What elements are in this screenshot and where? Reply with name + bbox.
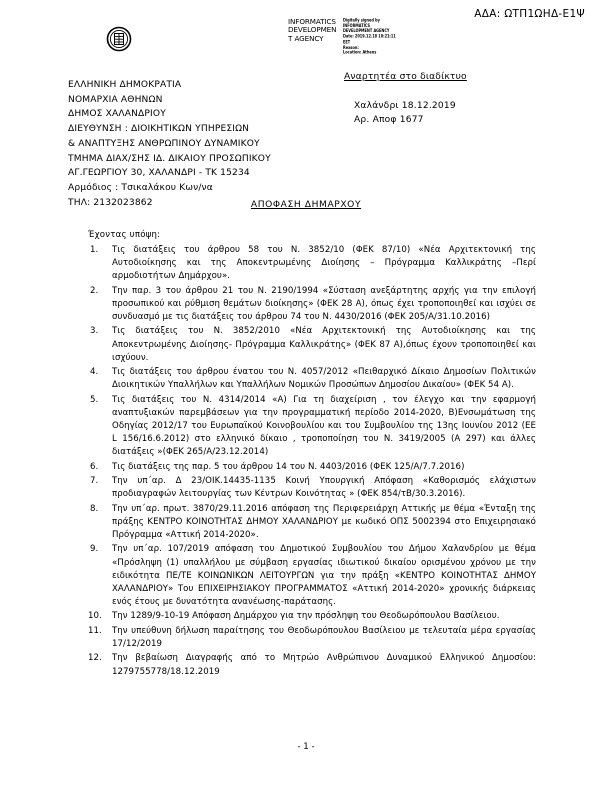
hellenic-republic-seal-icon bbox=[104, 24, 134, 54]
sender-header-block bbox=[68, 78, 271, 210]
list-item bbox=[88, 394, 536, 459]
list-item bbox=[88, 285, 536, 324]
preamble-text: Έχοντας υπόψη: bbox=[88, 230, 161, 240]
clause-text: Την υπ΄αρ. 107/2019 απόφαση του Δημοτικού Συμβουλίου του Δήμου Χαλανδρίου με θέμα «Πρόσληψη (1) υπαλλήλου με σύμβαση εργασίας ιδιωτικού δικαίου ορισμένου χρόνου με την ειδικότητα ΠΕ/ΤΕ ΚΟΙΝΩΝΙΚΩΝ ΛΕΙΤΟΥΡΓΩΝ για την πράξη «ΚΕΝΤΡΟ ΚΟΙΝΟΤΗΤΑΣ ΔΗΜΟΥ ΧΑΛΑΝΔΡΙΟΥ» Του ΕΠΙΧΕΙΡΗΣΙΑΚΟΥ ΠΡΟΓΡΑΜΜΑΤΟΣ «Αττική 2014-2020» χρονικής διάρκειας ενός έτους με δυνατότητα ανανέωσης-παράτασης. bbox=[112, 544, 536, 607]
publish-notice: Αναρτητέα στο διαδίκτυο bbox=[344, 72, 467, 82]
signature-detail-7: Location: Athens bbox=[343, 50, 377, 56]
digital-signature-stamp bbox=[288, 18, 406, 60]
decision-number: Αρ. Αποφ 1677 bbox=[354, 115, 424, 126]
signature-detail-5: EET bbox=[343, 39, 351, 45]
header-line-0: ΕΛΛΗΝΙΚΗ ΔΗΜΟΚΡΑΤΙΑ bbox=[68, 80, 182, 90]
list-item bbox=[88, 475, 536, 501]
list-item bbox=[88, 652, 536, 678]
clause-text: Την παρ. 3 του άρθρου 21 του Ν. 2190/1994 «Σύσταση ανεξάρτητης αρχής για την επιλογή προσωπικού και ρύθμιση θεμάτων διοίκησης» (ΦΕΚ 28 Α), όπως έχει τροποποιηθεί και ισχύει σε συνδυασμό με τις διατάξεις του άρθρου 74 του Ν. 4430/2016 (ΦΕΚ 205/Α/31.10.2016) bbox=[112, 285, 536, 322]
signature-agency-line2: DEVELOPMEN bbox=[288, 25, 337, 35]
clause-text: Την 1289/9-10-19 Απόφαση Δημάρχου για την πρόσληψη του Θεοδωρόπουλου Βασίλειου. bbox=[112, 611, 500, 622]
clause-text: Τις διατάξεις του άρθρου ένατου του Ν. 4057/2012 «Πειθαρχικό Δίκαιο Δημοσίων Πολιτικών Διοικητικών Υπαλλήλων και Υπαλλήλων Νομικών Προσώπων Δημοσίου Δικαίου» (ΦΕΚ 54 Α). bbox=[112, 367, 536, 391]
signature-details bbox=[343, 18, 405, 56]
page-number: - 1 - bbox=[297, 742, 315, 752]
clause-text: Την υπ΄αρ. πρωτ. 3870/29.11.2016 απόφαση της Περιφερειάρχη Αττικής με θέμα «Ένταξη της πράξης ΚΕΝΤΡΟ ΚΟΙΝΟΤΗΤΑΣ ΔΗΜΟΥ ΧΑΛΑΝΔΡΙΟΥ με κωδικό ΟΠΣ 5002394 στο Επιχειρησιακό Πρόγραμμα «Αττική 2014-2020». bbox=[112, 503, 536, 540]
signature-agency-line3: T AGENCY bbox=[288, 33, 324, 43]
signature-detail-3: DEVELOPMENT AGENCY bbox=[343, 28, 390, 34]
clause-text: Την υπ΄αρ. Δ 23/ΟΙΚ.14435-1135 Κοινή Υπουργική Απόφαση «Καθορισμός ελάχιστων προδιαγραφών λειτουργίας των Κέντρων Κοινότητας » (ΦΕΚ 854/τΒ/30.3.2016). bbox=[112, 476, 536, 500]
list-item bbox=[88, 461, 536, 474]
document-body bbox=[88, 229, 536, 680]
clause-text: Τις διατάξεις της παρ. 5 του άρθρου 14 του Ν. 4403/2016 (ΦΕΚ 125/Α/7.7.2016) bbox=[112, 461, 465, 472]
list-item bbox=[88, 325, 536, 364]
clause-text: Την βεβαίωση Διαγραφής από το Μητρώο Ανθρώπινου Δυναμικού Ελληνικού Δημοσίου: 1279755778/18.12.2019 bbox=[112, 653, 536, 677]
list-item bbox=[88, 543, 536, 608]
page-title: ΑΠΟΦΑΣΗ ΔΗΜΑΡΧΟΥ bbox=[250, 200, 362, 210]
header-line-5: ΤΜΗΜΑ ΔΙΑΧ/ΣΗΣ ΙΔ. ΔΙΚΑΙΟΥ ΠΡΟΣΩΠΙΚΟΥ bbox=[68, 153, 271, 164]
header-line-2: ΔΗΜΟΣ ΧΑΛΑΝΔΡΙΟΥ bbox=[68, 109, 166, 120]
signature-agency-name bbox=[288, 18, 340, 43]
header-line-4: & ΑΝΑΠΤΥΞΗΣ ΑΝΘΡΩΠΙΝΟΥ ΔΥΝΑΜΙΚΟΥ bbox=[68, 138, 260, 149]
clause-text: Τις διατάξεις του Ν. 4314/2014 «Α) Για τη διαχείριση , τον έλεγχο και την εφαρμογή αναπτυξιακών παρεμβάσεων για την προγραμματική περίοδο 2014-2020, Β)Ενσωμάτωση της Οδηγίας 2012/17 του Ευρωπαϊκού Κοινοβουλίου και του Συμβουλίου της 13ης Ιουνίου 2012 (ΕΕ L 156/16.6.2012) στο ελληνικό δίκαιο , τροποποίηση του Ν. 3419/2005 (Α 297) και άλλες διατάξεις »(ΦΕΚ 265/Α/23.12.2014) bbox=[112, 394, 536, 457]
list-item bbox=[88, 503, 536, 542]
signature-detail-1: Digitally signed by bbox=[343, 18, 380, 23]
list-item bbox=[88, 244, 536, 283]
signature-detail-6: Reason: bbox=[343, 45, 359, 50]
signature-detail-4: Date: 2019.12.18 10:21:11 bbox=[343, 34, 396, 39]
clause-text: Τις διατάξεις του Ν. 3852/2010 «Νέα Αρχιτεκτονική της Αυτοδιοίκησης και της Αποκεντρωμένης Διοίησης- Πρόγραμμα Καλλικράτης» (ΦΕΚ 87 Α),όπως έχουν τροποποιηθεί και ισχύουν. bbox=[112, 326, 536, 363]
list-item bbox=[88, 366, 536, 392]
header-line-8: ΤΗΛ: 2132023862 bbox=[68, 197, 153, 208]
document-meta-block bbox=[344, 70, 467, 128]
clause-list bbox=[88, 244, 536, 679]
header-line-6: ΑΓ.ΓΕΩΡΓΙΟΥ 30, ΧΑΛΑΝΔΡΙ - ΤΚ 15234 bbox=[68, 168, 250, 179]
header-line-7: Αρμόδιος : Τσικαλάκου Κων/να bbox=[68, 183, 213, 194]
header-line-3: ΔΙΕΥΘΥΝΣΗ : ΔΙΟΙΚΗΤΙΚΩΝ ΥΠΗΡΕΣΙΩΝ bbox=[68, 124, 250, 135]
list-item bbox=[88, 610, 536, 623]
header-line-1: ΝΟΜΑΡΧΙΑ ΑΘΗΝΩΝ bbox=[68, 94, 163, 105]
list-item bbox=[88, 625, 536, 651]
clause-text: Την υπεύθυνη δήλωση παραίτησης του Θεοδωρόπουλου Βασίλειου με τελευταία μέρα εργασίας 17/12/2019 bbox=[112, 625, 536, 649]
place-and-date: Χαλάνδρι 18.12.2019 bbox=[354, 100, 456, 111]
signature-agency-line1: INFORMATICS bbox=[288, 17, 336, 26]
signature-detail-2: INFORMATICS bbox=[343, 23, 371, 29]
ada-code: ΑΔΑ: ΩΤΠ1ΩΗΔ-Ε1Ψ bbox=[474, 8, 585, 20]
clause-text: Τις διατάξεις του άρθρου 58 του Ν. 3852/10 (ΦΕΚ 87/10) «Νέα Αρχιτεκτονική της Αυτοδιοίκησης και της Αποκεντρωμένης Διοίησης – Πρόγραμμα Καλλικράτης –Περί αρμοδιοτήτων Δημάρχου». bbox=[112, 245, 536, 282]
